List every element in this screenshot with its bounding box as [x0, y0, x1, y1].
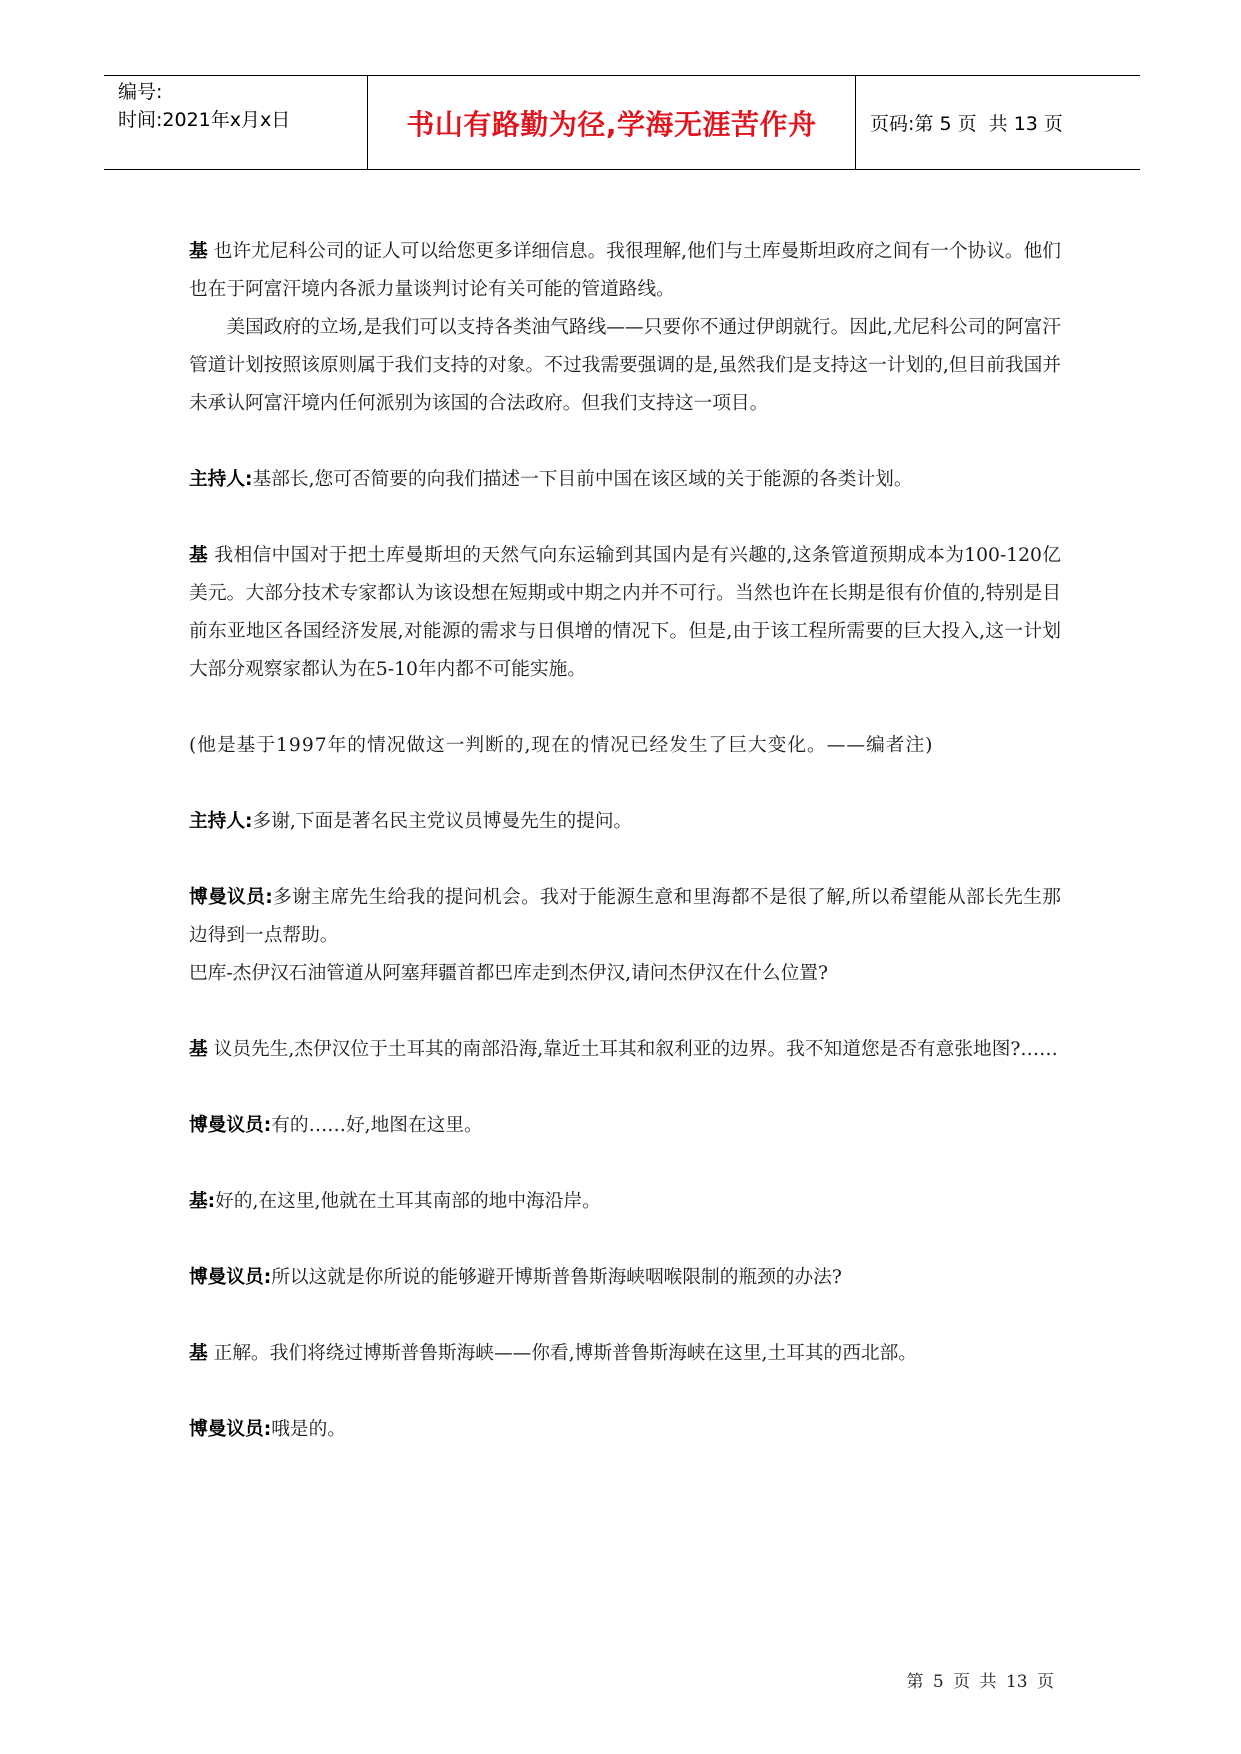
paragraph-text: 有的……好,地图在这里。 [271, 1115, 483, 1136]
speaker-label: 博曼议员: [189, 1267, 272, 1288]
speaker-label: 基 [189, 241, 208, 262]
paragraph-text: 也许尤尼科公司的证人可以给您更多详细信息。我很理解,他们与土库曼斯坦政府之间有一个协议。他们也在于阿富汗境内各派力量谈判讨论有关可能的管道路线。 [189, 241, 1061, 300]
speaker-label: 主持人: [189, 811, 253, 832]
paragraph-text: 好的,在这里,他就在土耳其南部的地中海沿岸。 [215, 1191, 601, 1212]
serial-label: 编号: [118, 81, 163, 103]
spacer [189, 1373, 1061, 1411]
speaker-label: 基: [189, 1191, 216, 1212]
paragraph-10 [189, 1107, 1061, 1145]
paragraph-text: 美国政府的立场,是我们可以支持各类油气路线——只要你不通过伊朗就行。因此,尤尼科公司的阿富汗管道计划按照该原则属于我们支持的对象。不过我需要强调的是,虽然我们是支持这一计划的,但目前我国并未承认阿富汗境内任何派别为该国的合法政府。但我们支持这一项目。 [189, 317, 1061, 414]
paragraph-12 [189, 1259, 1061, 1297]
paragraph-8 [189, 955, 1061, 993]
paragraph-text: 所以这就是你所说的能够避开博斯普鲁斯海峡咽喉限制的瓶颈的办法? [271, 1267, 842, 1288]
paragraph-7 [189, 879, 1061, 955]
page-header [104, 75, 1140, 170]
spacer [189, 1221, 1061, 1259]
paragraph-9 [189, 1031, 1061, 1069]
page-footer-number: 第 5 页 共 13 页 [906, 1672, 1054, 1692]
spacer [189, 1145, 1061, 1183]
paragraph-2 [189, 309, 1061, 423]
spacer [189, 993, 1061, 1031]
paragraph-text: 议员先生,杰伊汉位于土耳其的南部沿海,靠近土耳其和叙利亚的边界。我不知道您是否有意张地图?…… [207, 1039, 1058, 1060]
paragraph-1 [189, 233, 1061, 309]
spacer [189, 1297, 1061, 1335]
paragraph-text: 多谢,下面是著名民主党议员博曼先生的提问。 [252, 811, 633, 832]
paragraph-6 [189, 803, 1061, 841]
paragraph-text: 哦是的。 [271, 1419, 346, 1440]
speaker-label: 基 [189, 1343, 208, 1364]
paragraph-13 [189, 1335, 1061, 1373]
speaker-label: 博曼议员: [189, 1419, 272, 1440]
spacer [189, 765, 1061, 803]
paragraph-text: 基部长,您可否简要的向我们描述一下目前中国在该区域的关于能源的各类计划。 [252, 469, 913, 490]
header-meta [104, 76, 368, 169]
paragraph-text: 我相信中国对于把土库曼斯坦的天然气向东运输到其国内是有兴趣的,这条管道预期成本为100-120亿美元。大部分技术专家都认为该设想在短期或中期之内并不可行。当然也许在长期是很有价值的,特别是目前东亚地区各国经济发展,对能源的需求与日俱增的情况下。但是,由于该工程所需要的巨大投入,这一计划大部分观察家都认为在5-10年内都不可能实施。 [189, 545, 1061, 680]
speaker-label: 博曼议员: [189, 887, 273, 908]
header-page-label: 页码:第 5 页 共 13 页 [870, 113, 1063, 135]
spacer [189, 689, 1061, 727]
speaker-label: 基 [189, 1039, 208, 1060]
time-label: 时间:2021年x月x日 [118, 109, 291, 131]
spacer [189, 499, 1061, 537]
paragraph-text: 多谢主席先生给我的提问机会。我对于能源生意和里海都不是很了解,所以希望能从部长先生那边得到一点帮助。 [189, 887, 1061, 946]
header-motto: 书山有路勤为径,学海无涯苦作舟 [368, 76, 856, 169]
paragraph-text: 巴库-杰伊汉石油管道从阿塞拜疆首都巴库走到杰伊汉,请问杰伊汉在什么位置? [189, 963, 828, 984]
speaker-label: 博曼议员: [189, 1115, 272, 1136]
paragraph-14 [189, 1411, 1061, 1449]
paragraph-3 [189, 461, 1061, 499]
spacer [189, 423, 1061, 461]
paragraph-4 [189, 537, 1061, 689]
paragraph-11 [189, 1183, 1061, 1221]
document-body [189, 233, 1061, 1449]
paragraph-text: 正解。我们将绕过博斯普鲁斯海峡——你看,博斯普鲁斯海峡在这里,土耳其的西北部。 [207, 1343, 917, 1364]
spacer [189, 1069, 1061, 1107]
spacer [189, 841, 1061, 879]
speaker-label: 基 [189, 545, 209, 566]
editor-note: (他是基于1997年的情况做这一判断的,现在的情况已经发生了巨大变化。——编者注) [189, 735, 934, 756]
speaker-label: 主持人: [189, 469, 253, 490]
